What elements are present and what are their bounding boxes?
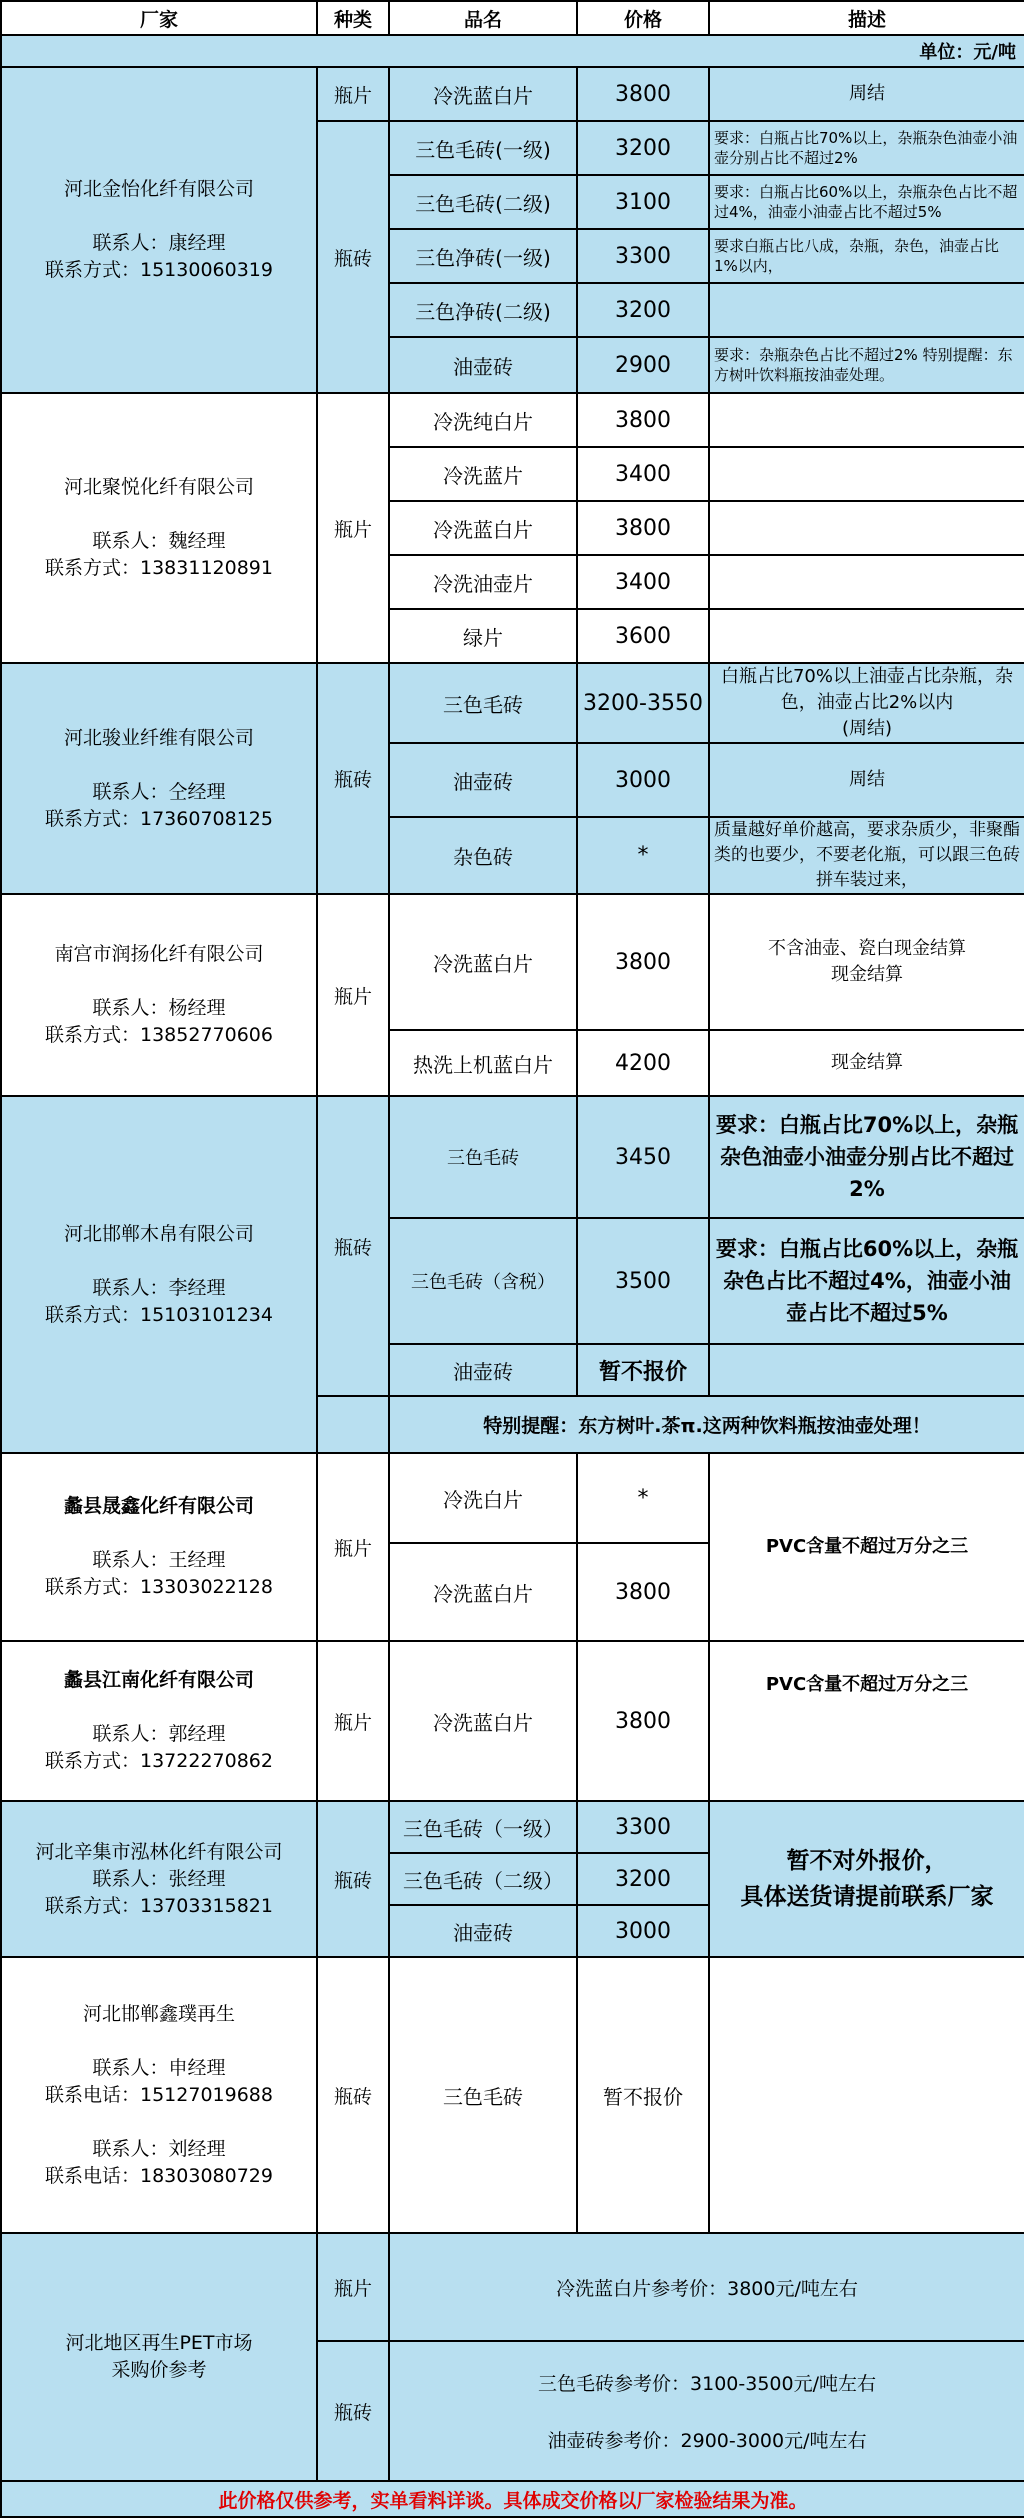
company-cell	[1, 393, 317, 663]
desc-cell: 要求：白瓶占比60%以上，杂瓶杂色占比不超过4%，油壶小油壶占比不超过5%	[709, 175, 1024, 229]
header-price: 价格	[577, 1, 709, 35]
company-phone: 联系电话：15127019688	[45, 2083, 273, 2106]
product-cell: 油壶砖	[389, 743, 577, 817]
desc-cell: 要求：白瓶占比60%以上，杂瓶杂色占比不超过4%，油壶小油壶占比不超过5%	[709, 1218, 1024, 1344]
product-cell: 绿片	[389, 609, 577, 663]
price-cell: 4200	[577, 1030, 709, 1096]
company-cell	[1, 663, 317, 894]
desc-text: 具体送货请提前联系厂家	[740, 1884, 994, 1910]
kind-cell: 瓶砖	[317, 2341, 389, 2481]
company-phone: 联系方式：15103101234	[45, 1303, 273, 1326]
price-cell: 3800	[577, 393, 709, 447]
desc-text: 白瓶占比70%以上油壶占比杂瓶，杂色，油壶占比2%以内	[720, 666, 1013, 713]
table-row	[1, 393, 1024, 447]
price-cell: 3800	[577, 1641, 709, 1801]
product-cell: 油壶砖	[389, 1344, 577, 1396]
desc-cell: 要求白瓶占比八成，杂瓶，杂色，油壶占比1%以内，	[709, 229, 1024, 283]
reference-line: 油壶砖参考价：2900-3000元/吨左右	[547, 2430, 867, 2452]
product-cell: 冷洗油壶片	[389, 555, 577, 609]
company-cell	[1, 1957, 317, 2233]
desc-cell: 要求：杂瓶杂色占比不超过2% 特别提醒：东方树叶饮料瓶按油壶处理。	[709, 337, 1024, 393]
product-cell: 三色毛砖	[389, 1096, 577, 1218]
price-cell: 3200	[577, 121, 709, 175]
desc-cell	[709, 609, 1024, 663]
product-cell: 冷洗蓝片	[389, 447, 577, 501]
product-cell: 三色净砖(二级)	[389, 283, 577, 337]
reference-title-cell	[1, 2233, 317, 2481]
company-contact: 联系人：张经理	[92, 1867, 226, 1890]
company-name: 蠡县晟鑫化纤有限公司	[63, 1495, 254, 1517]
desc-cell: 质量越好单价越高，要求杂质少，非聚酯类的也要少，不要老化瓶，可以跟三色砖拼车装过来，	[709, 817, 1024, 894]
desc-cell	[709, 555, 1024, 609]
desc-text: 现金结算	[831, 964, 903, 985]
kind-cell: 瓶片	[317, 1641, 389, 1801]
company-phone: 联系电话：18303080729	[45, 2164, 273, 2187]
company-phone: 联系方式：17360708125	[45, 807, 273, 830]
reference-line: 冷洗蓝白片参考价：3800元/吨左右	[389, 2233, 1024, 2341]
price-cell: *	[577, 817, 709, 894]
company-cell	[1, 1453, 317, 1641]
kind-cell: 瓶片	[317, 894, 389, 1096]
company-cell	[1, 67, 317, 393]
company-cell	[1, 1096, 317, 1453]
header-company: 厂家	[1, 1, 317, 35]
price-cell: 3000	[577, 1905, 709, 1957]
company-contact: 联系人：申经理	[92, 2056, 226, 2079]
price-cell: 暂不报价	[577, 1957, 709, 2233]
company-contact: 联系人：刘经理	[92, 2137, 226, 2160]
desc-cell	[709, 894, 1024, 1030]
table-row	[1, 894, 1024, 1030]
company-name: 蠡县江南化纤有限公司	[63, 1669, 254, 1691]
table-row	[1, 2233, 1024, 2341]
table-row	[1, 67, 1024, 121]
product-cell: 油壶砖	[389, 1905, 577, 1957]
price-cell: 3400	[577, 447, 709, 501]
desc-cell: PVC含量不超过万分之三	[709, 1453, 1024, 1641]
product-cell: 三色净砖(一级)	[389, 229, 577, 283]
desc-cell: 现金结算	[709, 1030, 1024, 1096]
price-cell: 3800	[577, 1543, 709, 1641]
product-cell: 冷洗蓝白片	[389, 1641, 577, 1801]
price-cell: 暂不报价	[577, 1344, 709, 1396]
product-cell: 三色毛砖(一级)	[389, 121, 577, 175]
price-cell: 3600	[577, 609, 709, 663]
price-cell: 3300	[577, 1801, 709, 1853]
reference-title: 采购价参考	[111, 2359, 207, 2381]
table-row	[1, 663, 1024, 743]
price-cell: 3200-3550	[577, 663, 709, 743]
kind-cell: 瓶砖	[317, 1957, 389, 2233]
company-contact: 联系人：康经理	[92, 232, 226, 254]
header-row	[1, 1, 1024, 35]
company-name: 河北辛集市泓林化纤有限公司	[35, 1840, 283, 1863]
kind-cell: 瓶片	[317, 67, 389, 121]
company-name: 河北骏业纤维有限公司	[63, 726, 254, 749]
table-row	[1, 1801, 1024, 1853]
company-phone: 联系方式：13722270862	[45, 1750, 273, 1772]
product-cell: 冷洗蓝白片	[389, 894, 577, 1030]
desc-cell	[709, 447, 1024, 501]
kind-cell: 瓶片	[317, 1453, 389, 1641]
price-cell: 3800	[577, 894, 709, 1030]
desc-text: (周结)	[841, 718, 893, 739]
product-cell: 冷洗蓝白片	[389, 501, 577, 555]
footer-disclaimer: 此价格仅供参考，实单看料详谈。具体成交价格以厂家检验结果为准。	[1, 2481, 1024, 2517]
product-cell: 三色毛砖	[389, 1957, 577, 2233]
kind-cell	[317, 1396, 389, 1453]
company-name: 南宫市润扬化纤有限公司	[54, 943, 264, 965]
product-cell: 油壶砖	[389, 337, 577, 393]
desc-cell	[709, 501, 1024, 555]
product-cell: 三色毛砖	[389, 663, 577, 743]
product-cell: 冷洗纯白片	[389, 393, 577, 447]
kind-cell: 瓶片	[317, 2233, 389, 2341]
company-contact: 联系人：王经理	[92, 1549, 226, 1571]
desc-cell	[709, 1957, 1024, 2233]
footer-row	[1, 2481, 1024, 2517]
table-row	[1, 1096, 1024, 1218]
unit-label: 单位：元/吨	[1, 35, 1024, 67]
product-cell: 三色毛砖（含税）	[389, 1218, 577, 1344]
notice-text: 特别提醒：东方树叶.茶π.这两种饮料瓶按油壶处理！	[389, 1396, 1024, 1453]
company-phone: 联系方式：13703315821	[45, 1894, 273, 1917]
company-name: 河北邯郸鑫璞再生	[82, 2002, 235, 2025]
product-cell: 三色毛砖（一级）	[389, 1801, 577, 1853]
price-cell: 3800	[577, 501, 709, 555]
price-cell: 3200	[577, 1853, 709, 1905]
company-contact: 联系人：李经理	[92, 1276, 226, 1299]
company-phone: 联系方式：15130060319	[45, 259, 273, 281]
product-cell: 杂色砖	[389, 817, 577, 894]
table-row	[1, 1641, 1024, 1801]
price-cell: 3000	[577, 743, 709, 817]
desc-cell: 要求：白瓶占比70%以上，杂瓶杂色油壶小油壶分别占比不超过2%	[709, 121, 1024, 175]
reference-line: 三色毛砖参考价：3100-3500元/吨左右	[538, 2373, 876, 2395]
price-cell: *	[577, 1453, 709, 1543]
company-name: 河北邯郸木帛有限公司	[63, 1222, 254, 1245]
desc-cell: PVC含量不超过万分之三	[709, 1641, 1024, 1801]
desc-cell	[709, 663, 1024, 743]
kind-cell: 瓶砖	[317, 1096, 389, 1396]
header-desc: 描述	[709, 1, 1024, 35]
product-cell: 三色毛砖(二级)	[389, 175, 577, 229]
company-contact: 联系人：魏经理	[92, 530, 226, 552]
price-cell: 3400	[577, 555, 709, 609]
header-product: 品名	[389, 1, 577, 35]
unit-row	[1, 35, 1024, 67]
company-name: 河北金怡化纤有限公司	[63, 178, 254, 200]
reference-title: 河北地区再生PET市场	[65, 2332, 253, 2354]
desc-cell	[709, 283, 1024, 337]
company-contact: 联系人：杨经理	[92, 997, 226, 1019]
price-cell: 3100	[577, 175, 709, 229]
table-row	[1, 1453, 1024, 1543]
company-cell	[1, 1801, 317, 1957]
company-phone: 联系方式：13303022128	[45, 1576, 273, 1598]
product-cell: 冷洗白片	[389, 1453, 577, 1543]
price-cell: 3500	[577, 1218, 709, 1344]
product-cell: 冷洗蓝白片	[389, 1543, 577, 1641]
kind-cell: 瓶砖	[317, 1801, 389, 1957]
price-cell: 3200	[577, 283, 709, 337]
desc-cell	[709, 1344, 1024, 1396]
company-contact: 联系人：仝经理	[92, 780, 226, 803]
price-cell: 3800	[577, 67, 709, 121]
desc-cell: 周结	[709, 743, 1024, 817]
product-cell: 三色毛砖（二级）	[389, 1853, 577, 1905]
price-cell: 2900	[577, 337, 709, 393]
company-cell	[1, 894, 317, 1096]
kind-cell: 瓶砖	[317, 121, 389, 393]
price-cell: 3450	[577, 1096, 709, 1218]
desc-cell: 要求：白瓶占比70%以上，杂瓶杂色油壶小油壶分别占比不超过2%	[709, 1096, 1024, 1218]
price-cell: 3300	[577, 229, 709, 283]
desc-cell: 周结	[709, 67, 1024, 121]
table-row	[1, 1957, 1024, 2233]
kind-cell: 瓶片	[317, 393, 389, 663]
company-phone: 联系方式：13831120891	[45, 557, 273, 579]
kind-cell: 瓶砖	[317, 663, 389, 894]
product-cell: 热洗上机蓝白片	[389, 1030, 577, 1096]
company-phone: 联系方式：13852770606	[45, 1024, 273, 1046]
company-contact: 联系人：郭经理	[92, 1723, 226, 1745]
desc-text: 暂不对外报价，	[786, 1848, 948, 1874]
reference-cell	[389, 2341, 1024, 2481]
desc-cell	[709, 1801, 1024, 1957]
desc-cell	[709, 393, 1024, 447]
product-cell: 冷洗蓝白片	[389, 67, 577, 121]
company-cell	[1, 1641, 317, 1801]
header-kind: 种类	[317, 1, 389, 35]
company-name: 河北聚悦化纤有限公司	[63, 476, 254, 498]
desc-text: 不含油壶、瓷白现金结算	[768, 938, 966, 959]
